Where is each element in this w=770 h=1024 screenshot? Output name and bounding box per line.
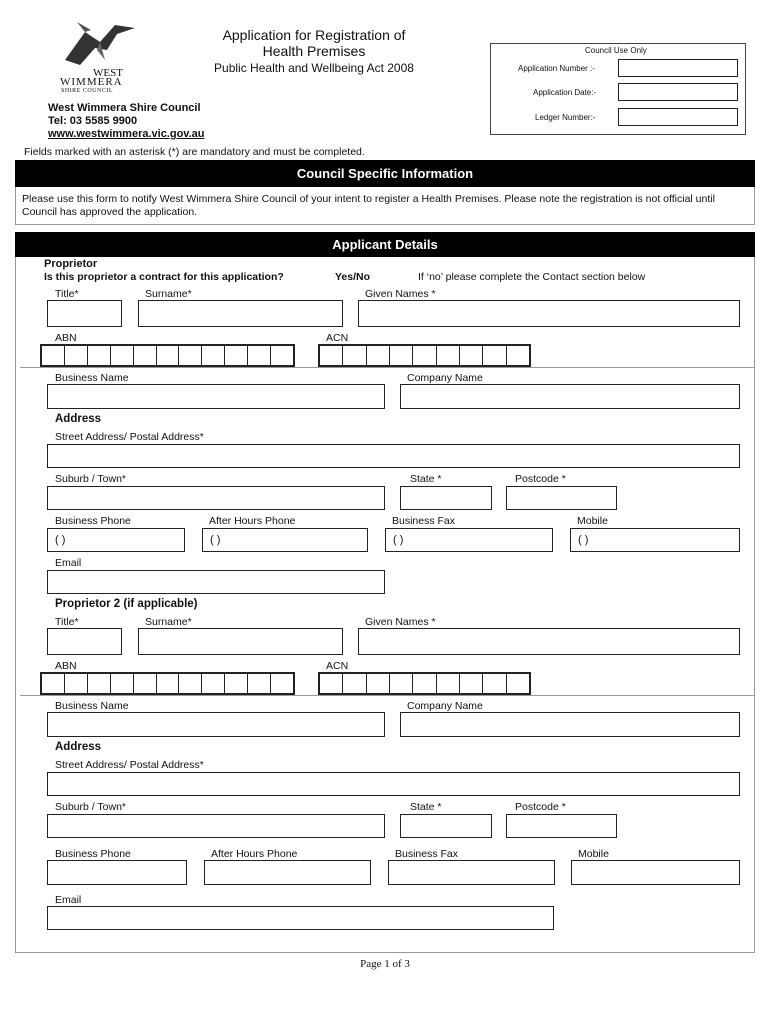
p2-given-names-field[interactable]	[358, 628, 740, 655]
p2-address-heading: Address	[55, 741, 102, 753]
p2-postcode-label: Postcode *	[515, 801, 566, 813]
p2-mobile-field[interactable]	[571, 860, 740, 885]
council-section-text: Please use this form to notify West Wimmera Shire Council of your intent to register a Health Premises. Please note the registration is not official until Council has approved the application.	[22, 193, 715, 218]
p2-postcode-field[interactable]	[506, 814, 617, 838]
p1-email-field[interactable]	[47, 570, 385, 594]
p1-abn-field[interactable]	[40, 344, 295, 367]
p1-business-fax-label: Business Fax	[392, 515, 456, 527]
proprietor-heading: Proprietor	[44, 258, 98, 270]
p1-business-fax-paren: ( )	[393, 534, 404, 546]
if-no-note: If ‘no’ please complete the Contact section below	[418, 271, 646, 283]
p2-title-field[interactable]	[47, 628, 122, 655]
p1-business-name-label: Business Name	[55, 372, 129, 384]
form-title-line1: Application for Registration of	[222, 27, 406, 43]
p2-suburb-label: Suburb / Town*	[55, 801, 127, 813]
yes-no-label[interactable]: Yes/No	[335, 271, 371, 283]
p1-after-hours-label: After Hours Phone	[209, 515, 296, 527]
p2-email-field[interactable]	[47, 906, 554, 930]
applicant-section-heading: Applicant Details	[15, 232, 755, 257]
p2-abn-field[interactable]	[40, 672, 295, 695]
form-title-line2: Health Premises	[262, 43, 366, 59]
p2-street-label: Street Address/ Postal Address*	[55, 759, 204, 771]
council-website[interactable]: www.westwimmera.vic.gov.au	[48, 128, 205, 140]
app-number-field[interactable]	[618, 59, 738, 77]
p1-street-label: Street Address/ Postal Address*	[55, 431, 204, 443]
p1-business-phone-paren: ( )	[55, 534, 66, 546]
p1-mobile-label: Mobile	[577, 515, 608, 527]
app-number-label: Application Number :-	[518, 64, 595, 73]
page-number: Page 1 of 3	[360, 958, 410, 970]
p2-state-field[interactable]	[400, 814, 492, 838]
proprietor2-heading: Proprietor 2 (if applicable)	[55, 598, 198, 610]
p1-after-hours-paren: ( )	[210, 534, 221, 546]
p1-mobile-paren: ( )	[578, 534, 589, 546]
p2-after-hours-label: After Hours Phone	[211, 848, 298, 860]
p1-given-names-label: Given Names *	[365, 288, 436, 300]
p1-acn-label: ACN	[326, 332, 349, 344]
p2-business-fax-field[interactable]	[388, 860, 555, 885]
p1-surname-label: Surname*	[145, 288, 192, 300]
act-title: Public Health and Wellbeing Act 2008	[214, 61, 414, 75]
p1-title-field[interactable]	[47, 300, 122, 327]
ledger-number-label: Ledger Number:-	[535, 113, 596, 122]
p1-company-name-label: Company Name	[407, 372, 483, 384]
p2-business-phone-field[interactable]	[47, 860, 187, 885]
p1-title-label: Title*	[55, 288, 79, 300]
council-section-heading: Council Specific Information	[15, 160, 755, 187]
p1-suburb-label: Suburb / Town*	[55, 473, 127, 485]
p2-acn-label: ACN	[326, 660, 349, 672]
p1-abn-label: ABN	[55, 332, 77, 344]
p1-email-label: Email	[55, 557, 82, 569]
p2-given-names-label: Given Names *	[365, 616, 436, 628]
p1-business-phone-label: Business Phone	[55, 515, 131, 527]
logo-text-west: WEST	[93, 67, 123, 79]
logo-text-wimmera: WIMMERA	[60, 76, 123, 88]
app-date-field[interactable]	[618, 83, 738, 101]
logo-text-shire: SHIRE COUNCIL	[61, 88, 114, 94]
p1-given-names-field[interactable]	[358, 300, 740, 327]
p1-state-label: State *	[410, 473, 442, 485]
council-use-title: Council Use Only	[585, 46, 647, 55]
mandatory-note: Fields marked with an asterisk (*) are mandatory and must be completed.	[24, 146, 365, 158]
p2-company-name-field[interactable]	[400, 712, 740, 737]
p1-business-phone-field[interactable]	[47, 528, 185, 552]
p1-surname-field[interactable]	[138, 300, 343, 327]
p1-acn-field[interactable]	[318, 344, 531, 367]
p1-postcode-label: Postcode *	[515, 473, 566, 485]
p1-divider	[20, 367, 755, 368]
p2-after-hours-field[interactable]	[204, 860, 371, 885]
p2-business-phone-label: Business Phone	[55, 848, 131, 860]
council-logo	[55, 20, 145, 100]
council-tel: Tel: 03 5585 9900	[48, 115, 138, 127]
p1-suburb-field[interactable]	[47, 486, 385, 510]
p2-suburb-field[interactable]	[47, 814, 385, 838]
p1-street-field[interactable]	[47, 444, 740, 468]
p1-state-field[interactable]	[400, 486, 492, 510]
p2-mobile-label: Mobile	[578, 848, 609, 860]
contract-question: Is this proprietor a contract for this application?	[44, 271, 284, 283]
p1-postcode-field[interactable]	[506, 486, 617, 510]
p2-state-label: State *	[410, 801, 442, 813]
app-date-label: Application Date:-	[533, 88, 597, 97]
p1-business-name-field[interactable]	[47, 384, 385, 409]
p2-street-field[interactable]	[47, 772, 740, 796]
p1-business-fax-field[interactable]	[385, 528, 553, 552]
p1-after-hours-field[interactable]	[202, 528, 368, 552]
p2-company-name-label: Company Name	[407, 700, 483, 712]
p2-business-fax-label: Business Fax	[395, 848, 459, 860]
p2-surname-field[interactable]	[138, 628, 343, 655]
p2-abn-label: ABN	[55, 660, 77, 672]
p1-mobile-field[interactable]	[570, 528, 740, 552]
p1-address-heading: Address	[55, 413, 102, 425]
p2-email-label: Email	[55, 894, 82, 906]
p2-acn-field[interactable]	[318, 672, 531, 695]
p2-business-name-label: Business Name	[55, 700, 129, 712]
p1-company-name-field[interactable]	[400, 384, 740, 409]
bird-logo-icon	[55, 20, 145, 70]
p2-surname-label: Surname*	[145, 616, 192, 628]
p2-title-label: Title*	[55, 616, 79, 628]
council-name: West Wimmera Shire Council	[48, 102, 201, 114]
ledger-number-field[interactable]	[618, 108, 738, 126]
p2-divider	[20, 695, 755, 696]
p2-business-name-field[interactable]	[47, 712, 385, 737]
